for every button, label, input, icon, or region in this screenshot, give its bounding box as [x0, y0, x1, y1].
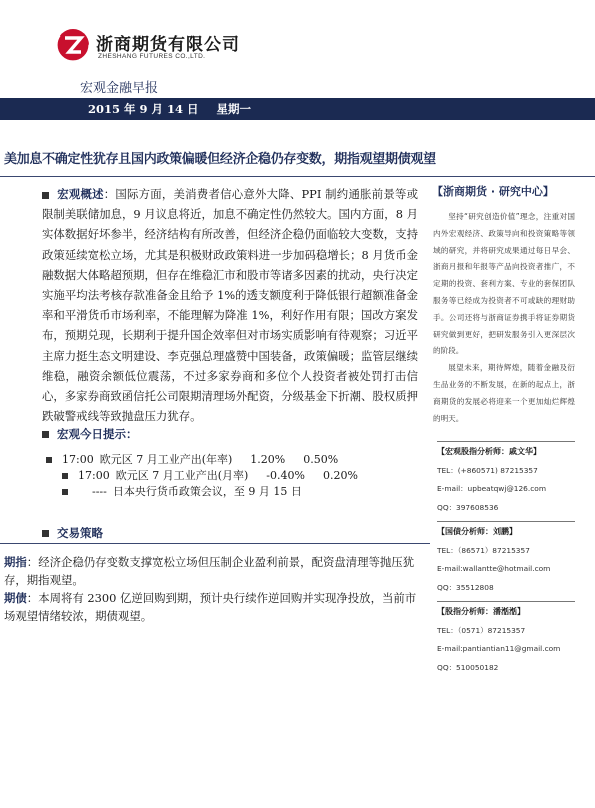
- event-name: 欧元区 7 月工业产出(年率): [99, 453, 233, 466]
- event-expect: 0.50%: [303, 453, 339, 466]
- event-time: 17:00: [78, 469, 110, 482]
- today-label: 宏观今日提示: [57, 427, 126, 441]
- strategy-item-text: ：本周将有 2300 亿逆回购到期，预计央行续作逆回购并实现净投放，当前市场观望情绪较浓，期债观望。: [4, 591, 417, 623]
- strategy-item-label: 期债: [4, 591, 27, 605]
- overview-label: 宏观概述: [57, 187, 104, 201]
- overview-paragraph: [42, 184, 418, 426]
- headline: 美加息不确定性犹存且国内政策偏暖但经济企稳仍存变数，期指观望期债观望: [4, 152, 436, 167]
- headline-divider: [0, 176, 595, 177]
- analyst-divider: [437, 601, 575, 602]
- strategy-body: [4, 553, 424, 625]
- analyst-tel: TEL：(+860571) 87215357: [437, 465, 538, 475]
- research-center-para1: 坚持“研究创造价值”理念，注重对国内外宏观经济、政策导向和投资策略等领域的研究，并将研究成果通过每日早会、浙商月报和年报等产品向投资者推广，不定期的投资、套利方案、专业的套保团队服务等已经成为投资者不可或缺的理财助手。公司还将与浙商证券携手将证券期货研究做到更好，把研发服务引入更深层次的阶段。: [433, 212, 575, 356]
- bullet-square-icon: [42, 431, 49, 438]
- date-text: [88, 101, 265, 117]
- bullet-square-icon: [62, 473, 68, 479]
- analyst-card: [437, 603, 577, 677]
- event-name: 日本央行货币政策会议，至 9 月 15 日: [112, 485, 302, 498]
- analyst-qq: QQ：35512808: [437, 582, 494, 592]
- today-suffix: ：: [126, 427, 138, 441]
- company-logo-icon: [56, 28, 90, 62]
- event-name: 欧元区 7 月工业产出(月率): [115, 469, 249, 482]
- bullet-square-icon: [42, 530, 49, 537]
- strategy-item: [4, 553, 424, 589]
- research-center-panel: [433, 183, 575, 427]
- overview-section: [42, 184, 418, 426]
- today-heading: [42, 426, 138, 442]
- analyst-qq: QQ：397608536: [437, 502, 499, 512]
- bullet-square-icon: [42, 192, 49, 199]
- analyst-title: 【国债分析师：刘鹏】: [437, 527, 517, 536]
- analyst-title: 【股指分析师：潘湉湉】: [437, 607, 525, 616]
- strategy-label: 交易策略: [57, 526, 103, 540]
- analyst-qq: QQ：510050182: [437, 662, 499, 672]
- event-time: ----: [92, 485, 107, 498]
- bullet-square-icon: [62, 489, 68, 495]
- event-prev: 1.20%: [250, 453, 286, 466]
- event-row: [46, 468, 426, 484]
- event-row: [46, 452, 426, 468]
- report-type: 宏观金融早报: [80, 81, 159, 96]
- report-weekday: 星期一: [216, 102, 252, 116]
- analyst-email[interactable]: E-mail：upbeatqwj@126.com: [437, 484, 547, 494]
- analyst-card: [437, 523, 577, 597]
- company-name-cn: 浙商期货有限公司: [96, 35, 240, 55]
- strategy-heading: [42, 525, 103, 541]
- analyst-email[interactable]: E-mail:wallantte@hotmail.com: [437, 564, 551, 574]
- analyst-divider: [437, 441, 575, 442]
- event-expect: 0.20%: [322, 469, 358, 482]
- event-time: 17:00: [62, 453, 94, 466]
- company-name-en: ZHESHANG FUTURES CO.,LTD.: [98, 53, 206, 60]
- analyst-divider: [437, 521, 575, 522]
- event-prev: -0.40%: [266, 469, 305, 482]
- overview-text: ：国际方面，美消费者信心意外大降、PPI 制约通胀前景等或限制美联储加息，9 月议息将近，加息不确定性仍然较大。国内方面，8 月实体数据好坏参半，经济结构有所改善，但经济企稳仍面临较大变数，支持政策延续宽松立场，尤其是积极财政政策料进一步加码稳增长；8 月货币金融数据大体略超预期，但存在维稳汇市和股市等诸多因素的扰动，央行决定实施平均法考核存款准备金且给予 1%的透支额度利于降低银行超额准备金率和平滑货币市场利率，不能理解为降准 1%，利好作用有限；国改方案发布，预期兑现，长期利于提升国企效率但对市场实质影响有待观察；习近平主席力挺生态文明建设、李克强总理盛赞中国装备，政策偏暖；监管层继续维稳，融资余额低位震荡，不过多家券商和多位个人投资者被处罚打击信心，多家券商致函信托公司限期清理场外配资，分级基金下折潮、股权质押跌破警戒线等致抛盘压力犹存。: [42, 187, 418, 424]
- event-row: [46, 484, 426, 500]
- strategy-item-label: 期指: [4, 555, 27, 569]
- company-logo: [56, 26, 256, 70]
- research-center-para2: 展望未来，期待辉煌，随着金融及衍生品业务的不断发展，在新的起点上，浙商期货的发展必将迎来一个更加灿烂辉煌的明天。: [433, 363, 575, 423]
- analyst-title: 【宏观股指分析师：戚文华】: [437, 447, 541, 456]
- strategy-divider: [0, 543, 430, 544]
- research-center-title: 【浙商期货 · 研究中心】: [432, 185, 554, 198]
- analyst-email[interactable]: E-mail:pantiantian11@gmail.com: [437, 644, 561, 654]
- analyst-card: [437, 443, 577, 517]
- date-bar: [0, 98, 595, 120]
- strategy-item-text: ：经济企稳仍存变数支撑宽松立场但压制企业盈利前景，配资盘清理等抛压犹存，期指观望。: [4, 555, 415, 587]
- bullet-square-icon: [46, 457, 52, 463]
- analyst-tel: TEL：（86571）87215357: [437, 545, 530, 555]
- analyst-tel: TEL：（0571）87215357: [437, 625, 526, 635]
- report-date: 2015 年 9 月 14 日: [88, 102, 199, 116]
- event-list: [46, 452, 426, 500]
- strategy-item: [4, 589, 424, 625]
